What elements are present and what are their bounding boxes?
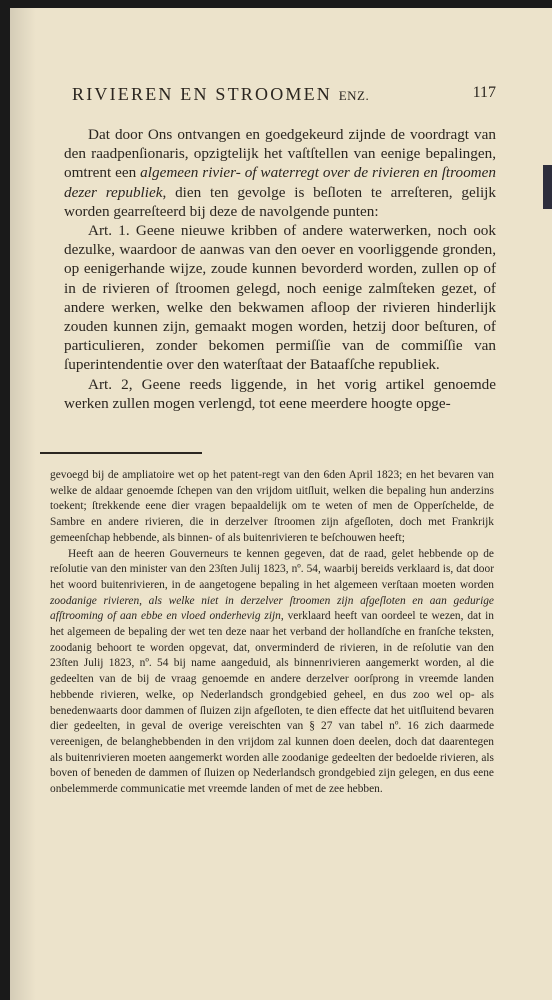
footnote-2 — [50, 547, 494, 798]
paragraph-intro — [64, 125, 496, 221]
footnote-2-a: Heeft aan de heeren Gouverneurs te kennen gegeven, dat de raad, gelet hebbende op de reſolutie van den minister van den 23ſten Julij 1823, nº. 54, waarbij bereids verklaard is, dat door het woord buitenrivieren, in de aangetogene bepaling in het algemeen verſtaan moeten worden — [50, 547, 494, 591]
book-page — [10, 8, 552, 1000]
footnotes — [50, 468, 494, 798]
page-edge-marker — [543, 165, 552, 209]
paragraph-art-2: Art. 2, Geene reeds liggende, in het vorig artikel genoemde werken zullen mogen verlengd, tot eene meerdere hoogte opge- — [64, 375, 496, 412]
footnote-2-b: , verklaard heeft van oordeel te wezen, dat in het algemeen de bepaling der wet ten deze naar het verband der hollandſche en franſche teksten, zoodanig behoort te worden opgevat, dat, onverminderd de rivieren, in de reſolutie van den 23ſten Julij 1823, nº. 54 bij name aangeduid, als binnenrivieren aangemerkt worden, al die gedeelten van de bij de vraag genoemde en andere derzelver oorſprong in vreemde landen hebbende rivieren, welke, op Nederlandsch grondgebied geheel, en dus zoo wel op- als benedenwaarts door dammen of ſluizen zijn afgeſloten, te dien effecte dat het uitſluitend bevaren dier gedeelten, in geval de overige vereischten van § 27 van tabel nº. 16 zich daarmede vereenigen, de belanghebbenden in den vrijdom zal kunnen doen deelen, doch dat daarentegen als buitenrivieren moeten aangemerkt worden alle zoodanige gedeelten der bedoelde rivieren, als boven of beneden de dammen of ſluizen op Nederlandsch grondgebied zijn gelegen, en dus eene onbelemmerde communicatie met vreemde landen of met de zee hebben. — [50, 610, 494, 796]
footnote-separator — [40, 452, 202, 454]
footnote-2-italic: zoodanige rivieren, als welke niet in derzelver ſtroomen zijn afgeſloten en aan gedurige afſtrooming of aan ebbe en vloed onderhevig zijn — [50, 594, 494, 623]
page-number: 117 — [472, 84, 496, 101]
paragraph-intro-b: , dien ten gevolge is beſloten te arreſteren, gelijk worden gearreſteerd bij deze de navolgende punten: — [64, 183, 496, 220]
running-title-text: RIVIEREN EN STROOMEN — [72, 84, 332, 104]
footnote-1: gevoegd bij de ampliatoire wet op het patent-regt van den 6den April 1823; en het bevaren van welke de aldaar genoemde ſchepen van den vrijdom uitſluit, welken die bepaling hun anderzins toekent; ſtrekkende eene dier vragen bepaaldelijk om te weten of men de Opperſchelde, de Sambre en andere rivieren, die in derzelver ſtroomen zijn afgeſloten, doch met Frankrijk gemeenſchap hebbende, als binnen- of als buitenrivieren te beſchouwen heeft; — [50, 469, 494, 544]
main-text — [64, 125, 496, 413]
running-header — [72, 84, 496, 114]
running-title-abbrev: ENZ. — [338, 88, 370, 103]
running-title — [72, 84, 369, 105]
paragraph-intro-a: Dat door Ons ontvangen en goedgekeurd zijnde de voordragt van den raadpenſionaris, opzigtelijk het vaſtſtellen van eenige bepalingen, omtrent een — [64, 126, 496, 182]
paragraph-intro-italic: algemeen rivier- of waterregt over de rivieren en ſtroomen dezer republiek — [64, 164, 496, 201]
paragraph-art-1: Art. 1. Geene nieuwe kribben of andere waterwerken, noch ook dezulke, waardoor de aanwas van den oever en voorliggende gronden, op eenigerhande wijze, zoude kunnen bevorderd worden, zullen op of in de rivieren of ſtroomen gelegd, noch eenige zalmſteken gezet, of andere werken, welke den bekwamen afloop der rivieren hinderlijk zouden kunnen zijn, gemaakt mogen worden, hetzij door beſturen, of particulieren, zonder bekomen permiſſie van de commiſſie van ſuperintendentie over den waterſtaat der Bataafſche republiek. — [64, 222, 496, 374]
